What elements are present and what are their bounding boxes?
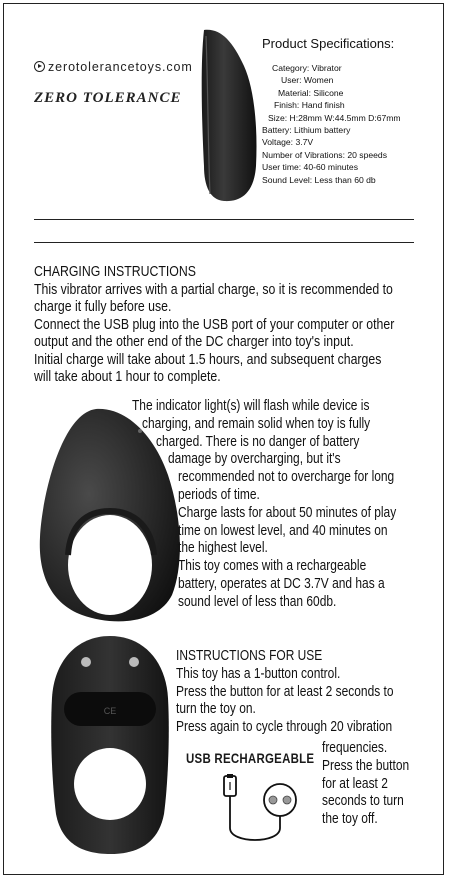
charging-line-3: Connect the USB plug into the USB port of your computer or other bbox=[34, 315, 395, 333]
use-line-1: This toy has a 1-button control. bbox=[176, 665, 341, 682]
use-right-line-1: frequencies. bbox=[322, 740, 388, 756]
brand-url[interactable]: zerotolerancetoys.com bbox=[34, 60, 193, 74]
spec-voltage: Voltage: 3.7V bbox=[262, 137, 314, 148]
spec-vibrations: Number of Vibrations: 20 speeds bbox=[262, 149, 387, 160]
wrap-line-5: recommended not to overcharge for long bbox=[178, 469, 395, 486]
wrap-line-8: time on lowest level, and 40 minutes on bbox=[178, 522, 388, 539]
spec-category: Category: Vibrator bbox=[272, 63, 342, 73]
divider-rule-1 bbox=[34, 219, 414, 220]
use-right-line-4: seconds to turn bbox=[322, 793, 404, 810]
use-line-2: Press the button for at least 2 seconds to bbox=[176, 683, 394, 700]
wrap-line-1: The indicator light(s) will flash while device is bbox=[132, 398, 370, 414]
use-section bbox=[176, 648, 416, 737]
charging-line-2: charge it fully before use. bbox=[34, 298, 172, 315]
specs-title: Product Specifications: bbox=[262, 36, 395, 51]
charging-line-5: Initial charge will take about 1.5 hours, and subsequent charges bbox=[34, 350, 382, 368]
wrap-line-3: charged. There is no danger of battery bbox=[156, 433, 360, 450]
wrap-line-11: battery, operates at DC 3.7V and has a bbox=[178, 575, 385, 592]
spec-material: Material: Silicone bbox=[278, 87, 344, 98]
spec-user: User: Women bbox=[281, 75, 334, 86]
spec-finish: Finish: Hand finish bbox=[274, 100, 345, 111]
spec-battery: Battery: Lithium battery bbox=[262, 125, 351, 136]
use-right-line-2: Press the button bbox=[322, 757, 410, 774]
wrap-line-10: This toy comes with a rechargeable bbox=[178, 558, 367, 575]
charging-section bbox=[34, 263, 451, 386]
use-right-line-5: the toy off. bbox=[322, 811, 378, 828]
charging-line-1: This vibrator arrives with a partial charge, so it is recommended to bbox=[34, 280, 393, 298]
use-heading: INSTRUCTIONS FOR USE bbox=[176, 648, 323, 664]
use-line-3: turn the toy on. bbox=[176, 701, 256, 718]
charging-wrap-block bbox=[132, 398, 422, 612]
brand-logo: ZERO TOLERANCE bbox=[34, 90, 182, 106]
wrap-line-9: the highest level. bbox=[178, 540, 268, 557]
wrap-line-7: Charge lasts for about 50 minutes of play bbox=[178, 504, 397, 521]
usb-label: USB RECHARGEABLE bbox=[186, 750, 315, 766]
use-line-4: Press again to cycle through 20 vibration bbox=[176, 719, 393, 736]
charging-line-6: will take about 1 hour to complete. bbox=[34, 368, 221, 385]
spec-sound: Sound Level: Less than 60 db bbox=[262, 174, 376, 185]
product-side-image bbox=[196, 26, 260, 204]
use-right-line-3: for at least 2 bbox=[322, 775, 388, 792]
spec-size: Size: H:28mm W:44.5mm D:67mm bbox=[268, 112, 401, 123]
wrap-line-6: periods of time. bbox=[178, 486, 260, 503]
indicator-light-right bbox=[129, 657, 139, 667]
play-circle-icon bbox=[34, 61, 45, 72]
charging-heading: CHARGING INSTRUCTIONS bbox=[34, 263, 196, 280]
specs-list bbox=[262, 62, 422, 186]
usb-cable-icon bbox=[218, 772, 314, 848]
charging-line-4: output and the other end of the DC charger into toy's input. bbox=[34, 333, 354, 350]
divider-rule-2 bbox=[34, 242, 414, 243]
wrap-line-4: damage by overcharging, but it's bbox=[168, 451, 341, 468]
product-front-image bbox=[48, 634, 172, 856]
wrap-line-2: charging, and remain solid when toy is fully bbox=[142, 415, 371, 432]
spec-user-time: User time: 40-60 minutes bbox=[262, 162, 358, 173]
ce-mark: CE bbox=[103, 706, 117, 716]
indicator-light-left bbox=[81, 657, 91, 667]
wrap-line-12: sound level of less than 60db. bbox=[178, 593, 337, 610]
